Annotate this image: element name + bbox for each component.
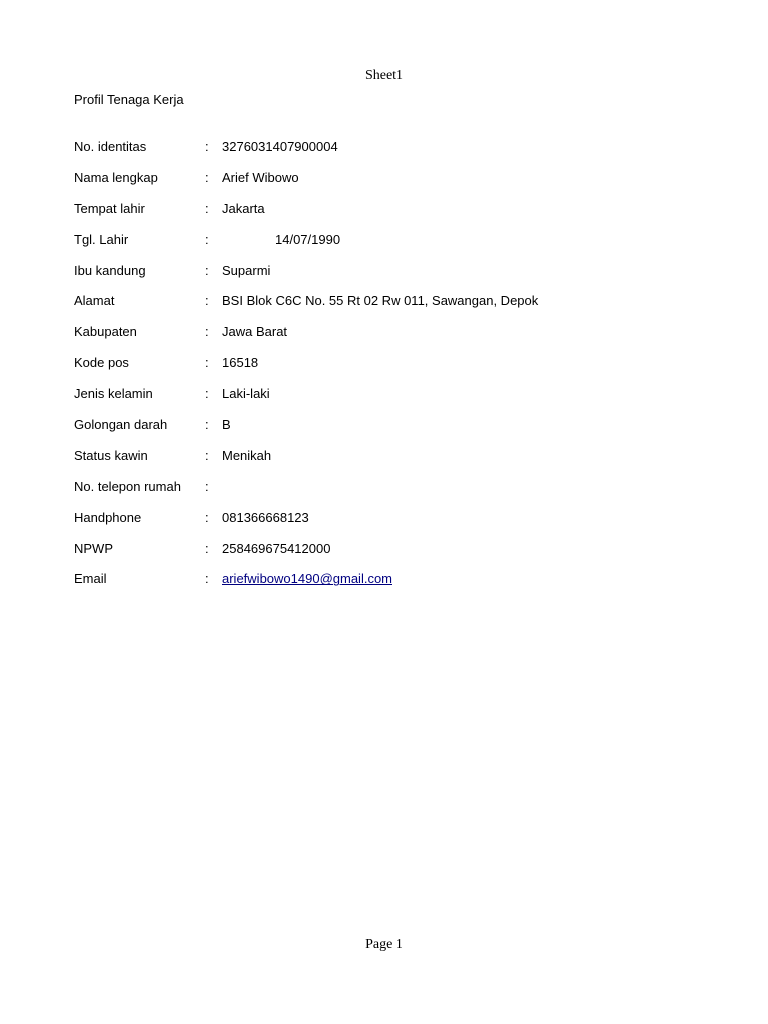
field-row-ibu-kandung bbox=[74, 263, 694, 294]
field-value: Laki-laki bbox=[222, 386, 270, 402]
field-colon: : bbox=[205, 386, 209, 402]
field-label: No. telepon rumah bbox=[74, 478, 181, 494]
field-label: Nama lengkap bbox=[74, 169, 158, 185]
field-label: Kode pos bbox=[74, 355, 129, 371]
field-row-no-telepon-rumah bbox=[74, 479, 694, 510]
field-colon: : bbox=[205, 200, 209, 216]
email-link[interactable]: ariefwibowo1490@gmail.com bbox=[222, 571, 392, 587]
field-row-tgl-lahir bbox=[74, 232, 694, 263]
field-value: B bbox=[222, 417, 231, 433]
field-row-no-identitas bbox=[74, 139, 694, 170]
field-row-kode-pos bbox=[74, 355, 694, 386]
field-row-email bbox=[74, 571, 694, 602]
field-label: No. identitas bbox=[74, 139, 147, 154]
field-row-status-kawin bbox=[74, 448, 694, 479]
field-value: Menikah bbox=[222, 447, 272, 463]
field-label: Kabupaten bbox=[74, 324, 137, 340]
field-row-alamat bbox=[74, 293, 694, 324]
field-colon: : bbox=[205, 540, 209, 556]
field-label: Tgl. Lahir bbox=[74, 231, 129, 247]
field-value: 081366668123 bbox=[222, 509, 309, 525]
field-value: Arief Wibowo bbox=[222, 169, 299, 185]
field-colon: : bbox=[205, 571, 209, 587]
field-label: Tempat lahir bbox=[74, 200, 145, 216]
sheet-header: Sheet1 bbox=[364, 68, 404, 83]
field-colon: : bbox=[205, 169, 209, 185]
field-value: 258469675412000 bbox=[222, 540, 331, 556]
field-label: Ibu kandung bbox=[74, 262, 146, 278]
field-colon: : bbox=[205, 447, 209, 463]
field-colon: : bbox=[205, 324, 209, 340]
field-label: Email bbox=[74, 571, 107, 587]
field-label: Handphone bbox=[74, 509, 142, 525]
field-value: Jakarta bbox=[222, 200, 265, 216]
field-label: Golongan darah bbox=[74, 417, 168, 433]
field-row-handphone bbox=[74, 510, 694, 541]
field-colon: : bbox=[205, 509, 209, 525]
field-colon: : bbox=[205, 478, 209, 494]
field-value: 16518 bbox=[222, 355, 259, 371]
field-colon: : bbox=[205, 231, 209, 247]
field-value: Jawa Barat bbox=[222, 324, 288, 340]
field-label: NPWP bbox=[74, 540, 113, 556]
field-row-kabupaten bbox=[74, 324, 694, 355]
field-colon: : bbox=[205, 262, 209, 278]
field-list bbox=[74, 139, 694, 602]
field-value: BSI Blok C6C No. 55 Rt 02 Rw 011, Sawangan, Depok bbox=[222, 293, 539, 309]
field-colon: : bbox=[205, 355, 209, 371]
field-value: 3276031407900004 bbox=[222, 139, 338, 154]
page-footer: Page 1 bbox=[365, 937, 403, 952]
field-row-jenis-kelamin bbox=[74, 386, 694, 417]
document-title: Profil Tenaga Kerja bbox=[74, 92, 184, 107]
field-row-tempat-lahir bbox=[74, 201, 694, 232]
field-row-nama-lengkap bbox=[74, 170, 694, 201]
field-label: Jenis kelamin bbox=[74, 386, 153, 402]
field-colon: : bbox=[205, 417, 209, 433]
field-label: Status kawin bbox=[74, 447, 148, 463]
field-colon: : bbox=[205, 293, 209, 309]
field-label: Alamat bbox=[74, 293, 115, 309]
field-row-golongan-darah bbox=[74, 417, 694, 448]
field-value: Suparmi bbox=[222, 262, 271, 278]
field-value: 14/07/1990 bbox=[275, 231, 341, 247]
field-colon: : bbox=[205, 139, 209, 154]
field-row-npwp bbox=[74, 541, 694, 572]
